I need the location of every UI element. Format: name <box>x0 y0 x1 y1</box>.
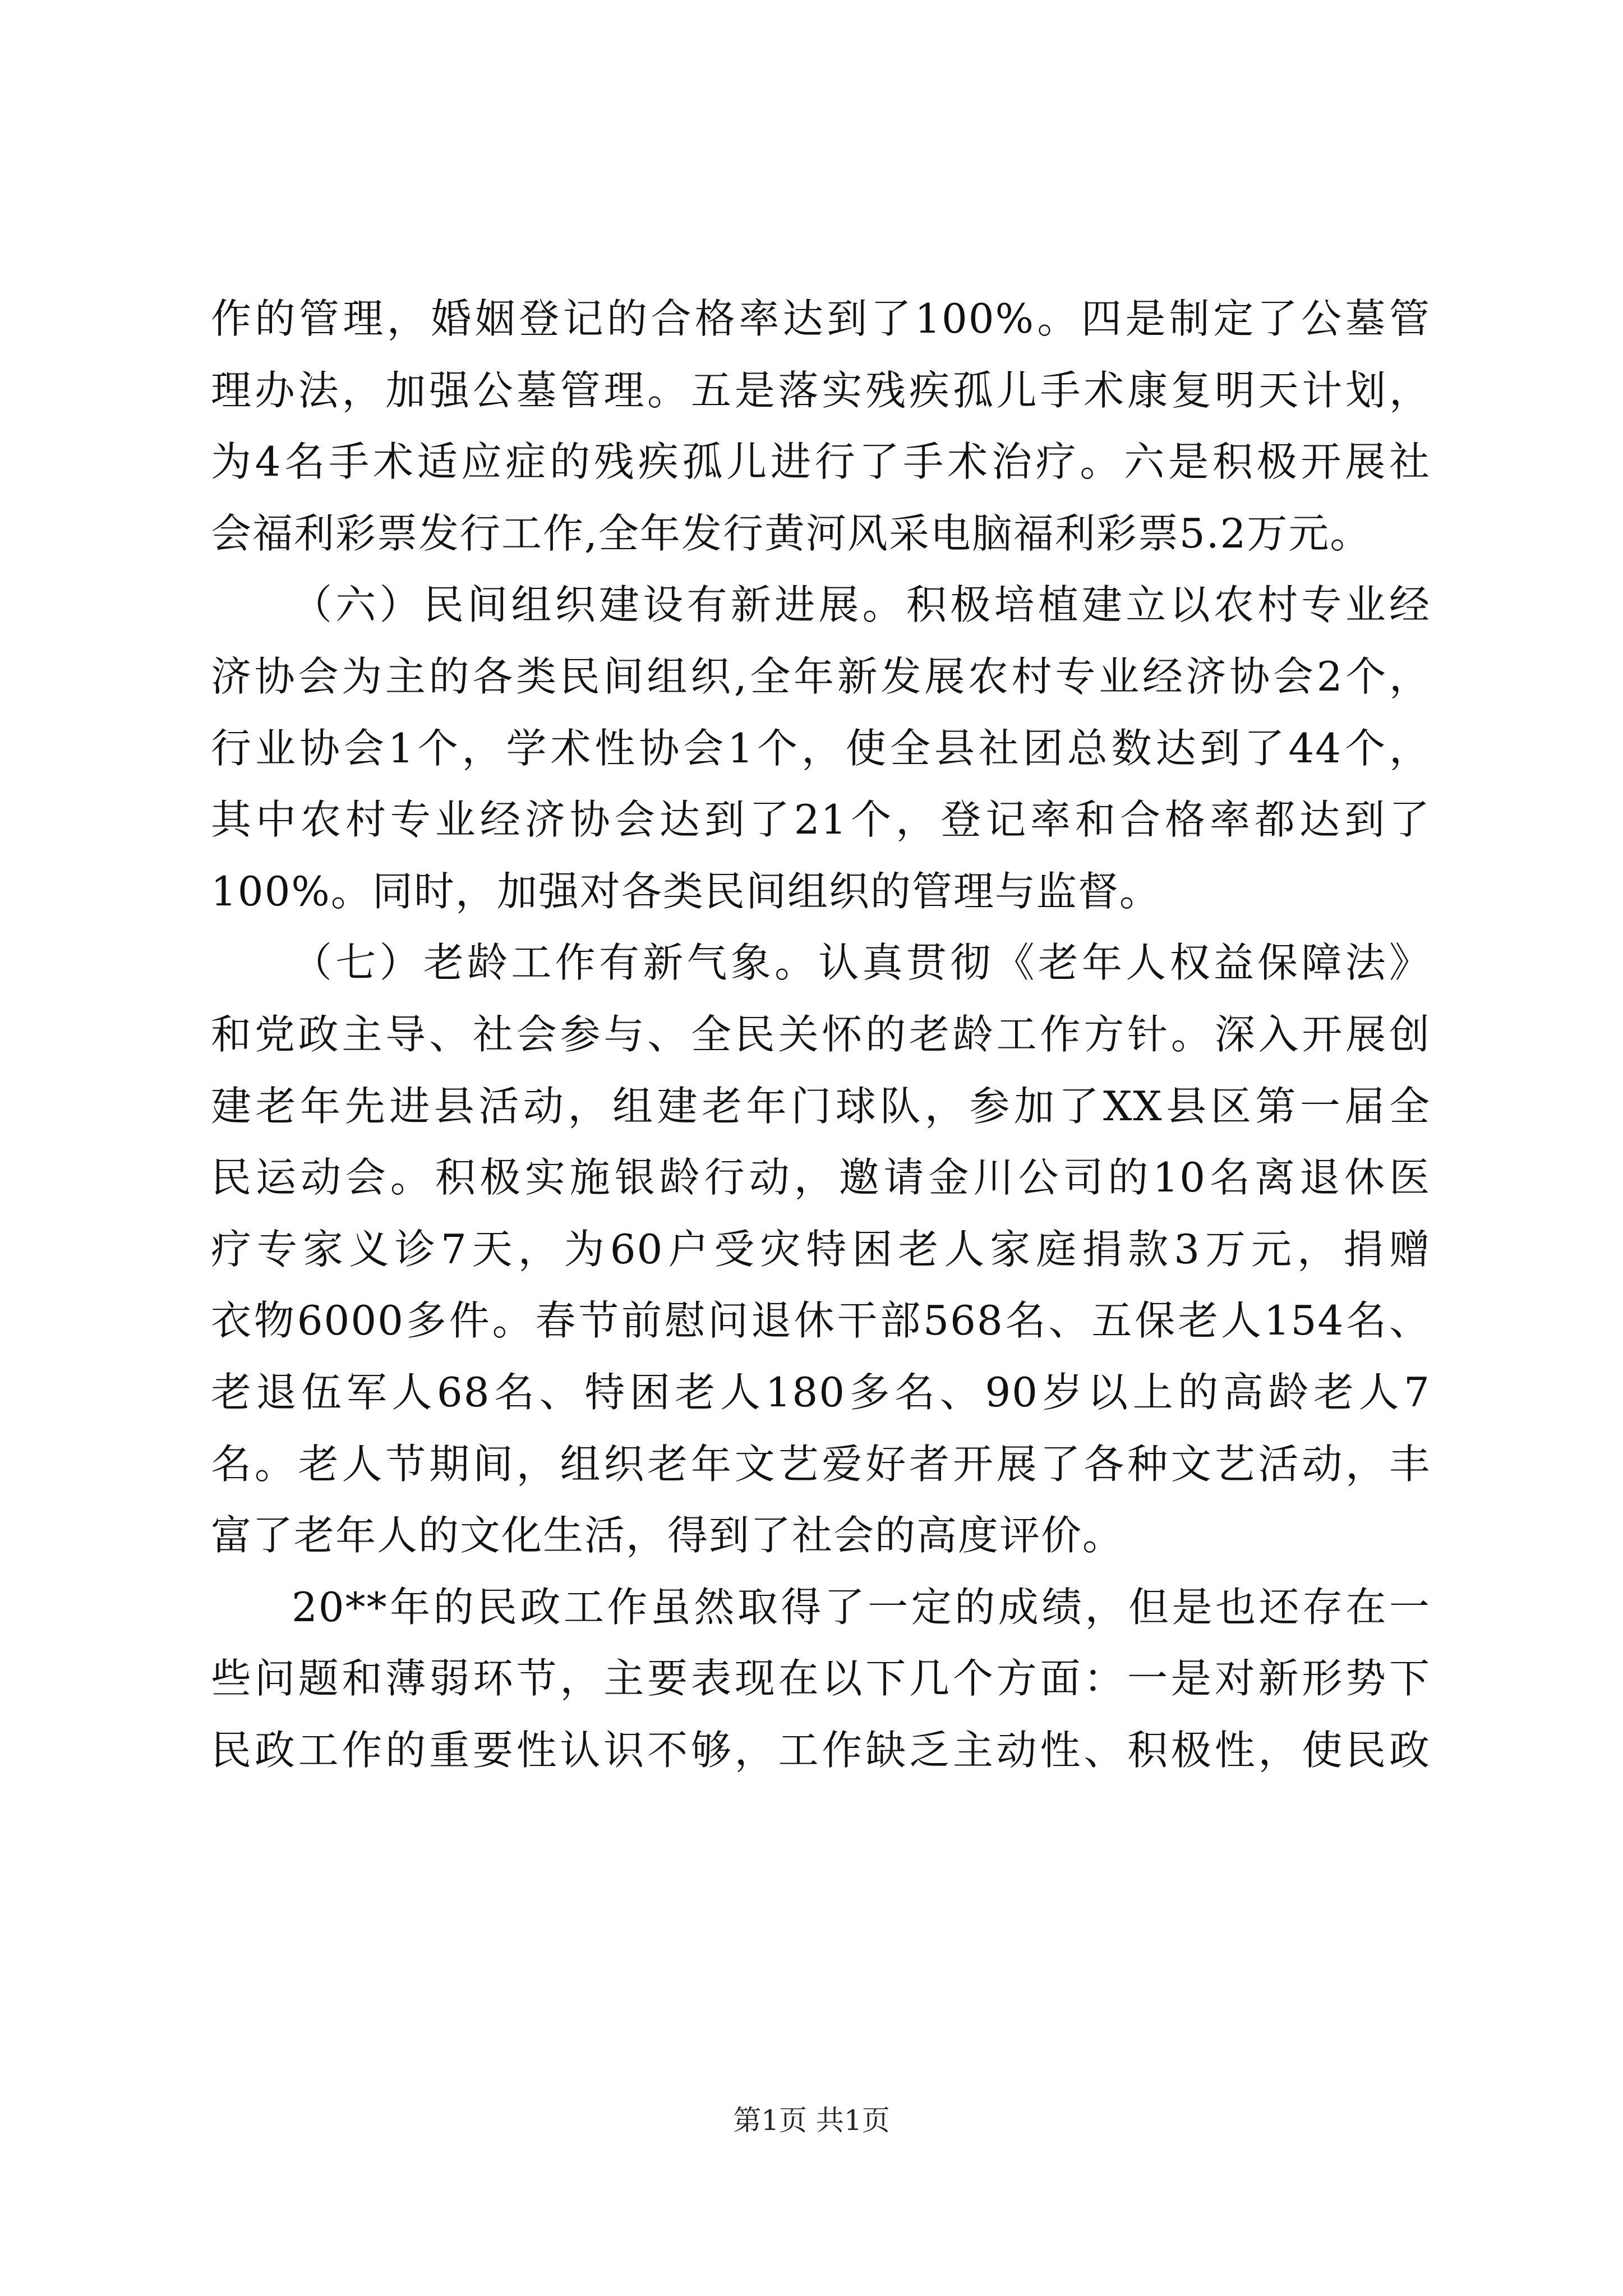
text-line: 老退伍军人68名、特困老人180多名、90岁以上的高龄老人7 <box>211 1368 1431 1416</box>
text-line: 为4名手术适应症的残疾孤儿进行了手术治疗。六是积极开展社 <box>211 438 1431 486</box>
text-line: 作的管理，婚姻登记的合格率达到了100%。四是制定了公墓管 <box>211 295 1431 342</box>
text-line: （七）老龄工作有新气象。认真贯彻《老年人权益保障法》 <box>292 939 1431 987</box>
text-line: 富了老年人的文化生活，得到了社会的高度评价。 <box>211 1512 1124 1559</box>
text-line: 民运动会。积极实施银龄行动，邀请金川公司的10名离退休医 <box>211 1154 1431 1202</box>
text-line: 20**年的民政工作虽然取得了一定的成绩，但是也还存在一 <box>292 1583 1431 1631</box>
text-line: 疗专家义诊7天，为60户受灾特困老人家庭捐款3万元，捐赠 <box>211 1225 1431 1273</box>
text-line: 名。老人节期间，组织老年文艺爱好者开展了各种文艺活动，丰 <box>211 1440 1431 1488</box>
text-line: 100%。同时，加强对各类民间组织的管理与监督。 <box>211 867 1161 915</box>
text-line: 建老年先进县活动，组建老年门球队，参加了XX县区第一届全 <box>211 1082 1431 1130</box>
text-line: 其中农村专业经济协会达到了21个，登记率和合格率都达到了 <box>211 796 1431 844</box>
text-line: 衣物6000多件。春节前慰问退休干部568名、五保老人154名、 <box>211 1297 1431 1345</box>
text-line: 会福利彩票发行工作,全年发行黄河风采电脑福利彩票5.2万元。 <box>211 509 1372 557</box>
text-line: 济协会为主的各类民间组织,全年新发展农村专业经济协会2个， <box>211 652 1431 700</box>
document-body <box>211 283 1431 1786</box>
text-line: 理办法，加强公墓管理。五是落实残疾孤儿手术康复明天计划， <box>211 366 1431 414</box>
text-line: 民政工作的重要性认识不够，工作缺乏主动性、积极性，使民政 <box>211 1726 1431 1774</box>
text-line: 些问题和薄弱环节，主要表现在以下几个方面：一是对新形势下 <box>211 1655 1431 1703</box>
text-line: （六）民间组织建设有新进展。积极培植建立以农村专业经 <box>292 581 1431 629</box>
text-line: 行业协会1个，学术性协会1个，使全县社团总数达到了44个， <box>211 724 1431 772</box>
text-line: 和党政主导、社会参与、全民关怀的老龄工作方针。深入开展创 <box>211 1010 1431 1058</box>
page-footer: 第1页 共1页 <box>733 2104 890 2137</box>
